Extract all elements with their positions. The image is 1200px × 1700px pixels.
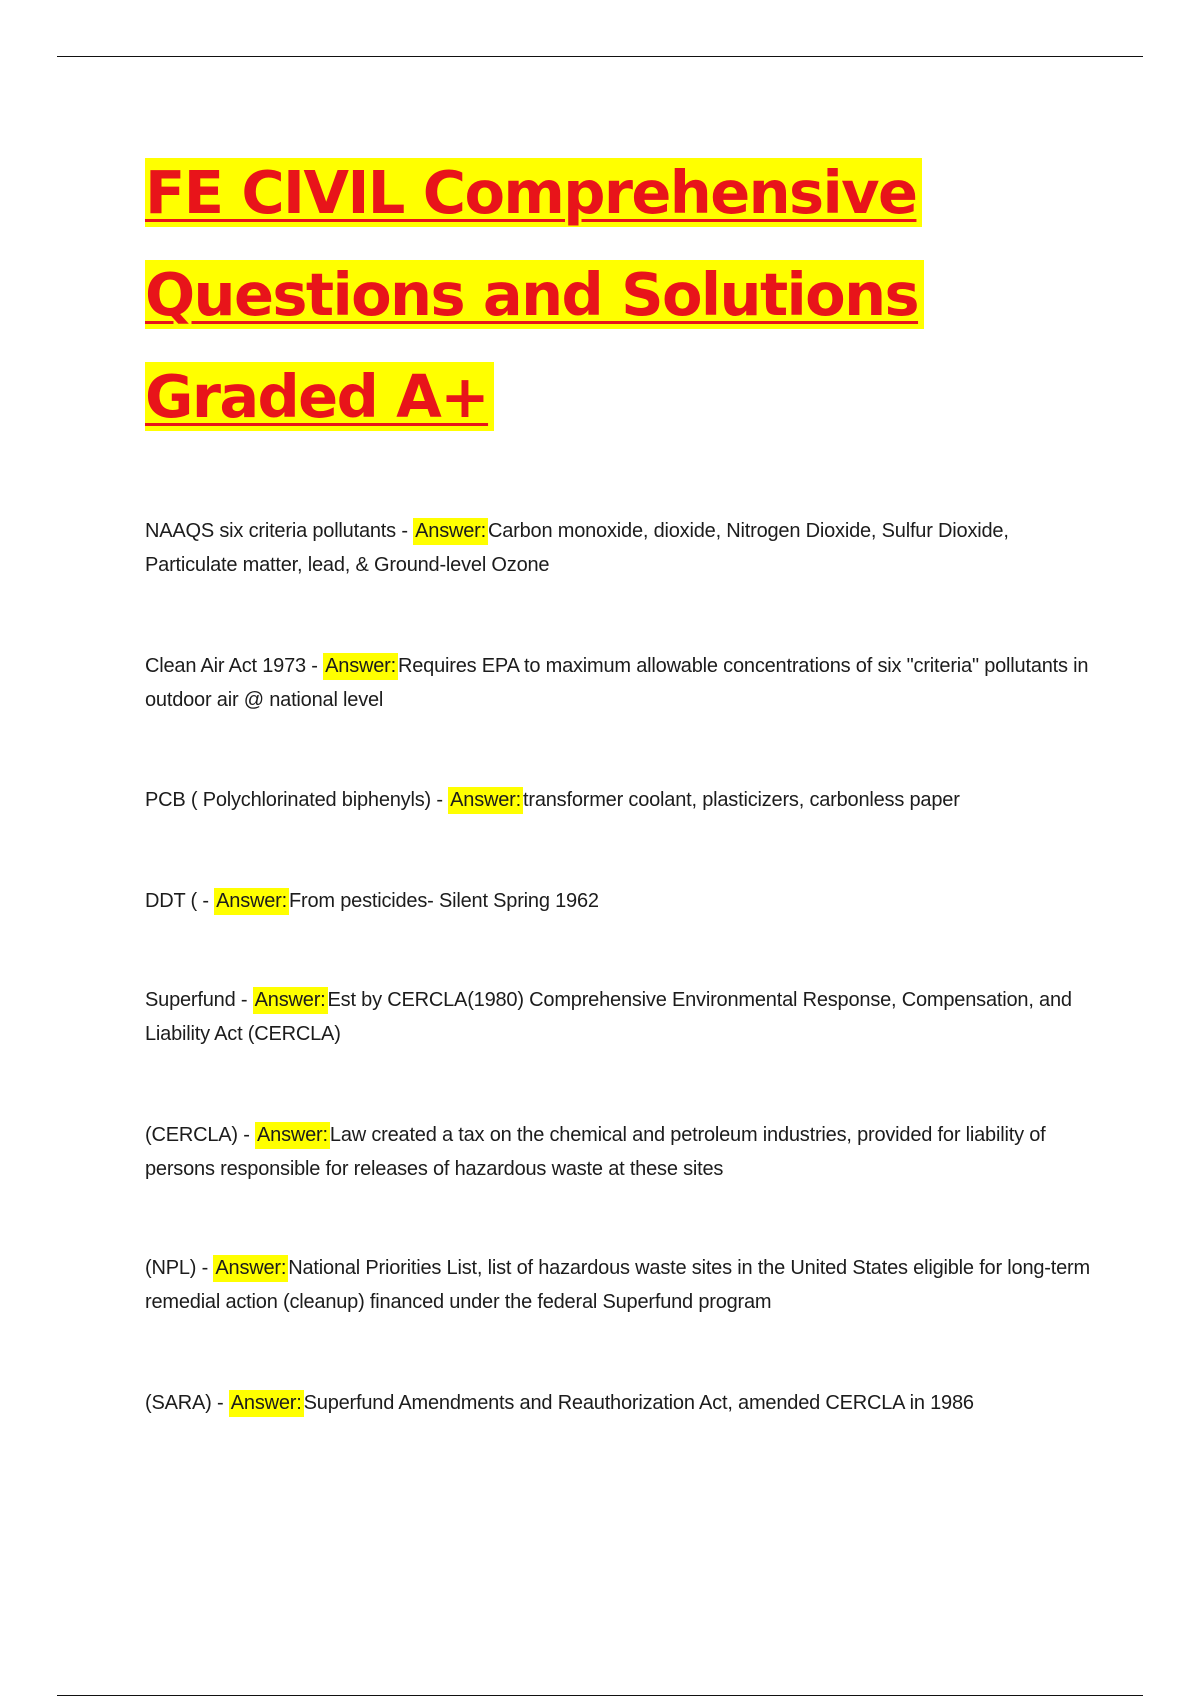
- qa-term: NAAQS six criteria pollutants -: [145, 520, 414, 542]
- answer-label: Answer:: [413, 518, 488, 545]
- qa-answer: Est by CERCLA(1980) Comprehensive Environmental Response, Compensation, and Liability Act (CERCLA): [145, 989, 1072, 1045]
- qa-answer: National Priorities List, list of hazardous waste sites in the United States eligible for long-term remedial action (cleanup) financed under the federal Superfund program: [145, 1257, 1090, 1313]
- qa-term: (SARA) -: [145, 1392, 229, 1414]
- document-title: [145, 142, 1045, 448]
- answer-label: Answer:: [255, 1122, 330, 1149]
- title-line-1: FE CIVIL Comprehensive: [145, 142, 1045, 244]
- qa-answer: Law created a tax on the chemical and petroleum industries, provided for liability of persons responsible for releases of hazardous waste at these sites: [145, 1124, 1046, 1180]
- qa-item-superfund: [145, 983, 1090, 1051]
- qa-term: Superfund -: [145, 989, 253, 1011]
- qa-item-sara: [145, 1386, 1090, 1420]
- answer-label: Answer:: [253, 987, 328, 1014]
- answer-label: Answer:: [229, 1390, 304, 1417]
- qa-answer: transformer coolant, plasticizers, carbonless paper: [523, 789, 960, 811]
- top-rule: [57, 56, 1143, 57]
- answer-label: Answer:: [448, 787, 523, 814]
- qa-answer: Superfund Amendments and Reauthorization Act, amended CERCLA in 1986: [303, 1392, 974, 1414]
- title-line-3: Graded A+: [145, 346, 1045, 448]
- answer-label: Answer:: [323, 653, 398, 680]
- qa-answer: Carbon monoxide, dioxide, Nitrogen Dioxide, Sulfur Dioxide, Particulate matter, lead, & Ground-level Ozone: [145, 520, 1009, 576]
- qa-term: PCB ( Polychlorinated biphenyls) -: [145, 789, 449, 811]
- qa-term: (CERCLA) -: [145, 1124, 256, 1146]
- qa-term: Clean Air Act 1973 -: [145, 655, 324, 677]
- qa-item-ddt: [145, 884, 1090, 918]
- qa-term: DDT ( -: [145, 890, 215, 912]
- bottom-rule: [57, 1695, 1143, 1696]
- qa-item-pcb: [145, 783, 1090, 817]
- qa-item-clean-air-act: [145, 649, 1090, 717]
- qa-item-cercla: [145, 1118, 1090, 1186]
- qa-answer: Requires EPA to maximum allowable concentrations of six "criteria" pollutants in outdoor air @ national level: [145, 655, 1089, 711]
- qa-answer: From pesticides- Silent Spring 1962: [289, 890, 599, 912]
- qa-item-naaqs: [145, 514, 1090, 582]
- answer-label: Answer:: [213, 1255, 288, 1282]
- title-line-2: Questions and Solutions: [145, 244, 1045, 346]
- qa-term: (NPL) -: [145, 1257, 214, 1279]
- answer-label: Answer:: [214, 888, 289, 915]
- qa-item-npl: [145, 1251, 1090, 1319]
